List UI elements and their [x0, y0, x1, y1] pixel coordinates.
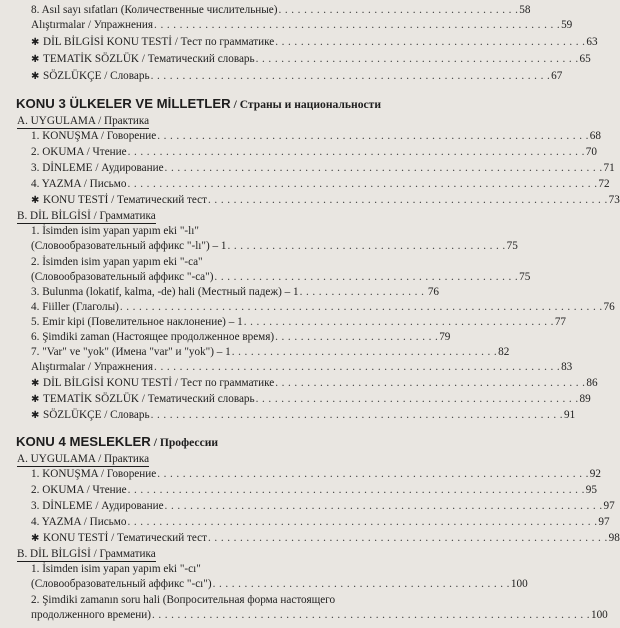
toc-entry[interactable]: (Словообразовательный аффикс "-cı") . . . . . . . . . . . . . . . . . . . . . . . . . . . . . . . . . . . . . . . . . . . . . . . 100 [31, 578, 528, 590]
chapter-title: KONU 4 MESLEKLER [16, 434, 151, 449]
toc-entry[interactable]: TEMATİK SÖZLÜK / Тематический словарь . . . . . . . . . . . . . . . . . . . . . . . . . . . . . . . . . . . . . . . . . . . . . . . . . . . 89 [43, 393, 591, 405]
toc-entry[interactable]: 1. İsimden isim yapan yapım eki "-lı" [31, 225, 199, 237]
toc-entry[interactable]: 4. Fiiller (Глаголы) . . . . . . . . . . . . . . . . . . . . . . . . . . . . . . . . . . . . . . . . . . . . . . . . . . . . . . . . . . . . . . . . . . . . . . . . . . . . 76 [31, 301, 615, 313]
toc-entry[interactable]: 7. "Var" ve "yok" (Имена "var" и "yok") – 1 . . . . . . . . . . . . . . . . . . . . . . . . . . . . . . . . . . . . . . . . . . 82 [31, 346, 510, 358]
toc-entry[interactable]: 5. Emir kipi (Повелительное наклонение) – 1 . . . . . . . . . . . . . . . . . . . . . . . . . . . . . . . . . . . . . . . . . . . . . . . . . 77 [31, 316, 566, 328]
chapter-heading [16, 95, 381, 113]
bullet-icon: ✱ [31, 394, 40, 405]
section-heading-grammar: B. DİL BİLGİSİ / Грамматика [17, 548, 156, 560]
section-heading-practice: A. UYGULAMA / Практика [17, 115, 150, 127]
toc-entry[interactable]: 3. DİNLEME / Аудирование . . . . . . . . . . . . . . . . . . . . . . . . . . . . . . . . . . . . . . . . . . . . . . . . . . . . . . . . . . . . . . . . . . . . . 97 [31, 500, 615, 512]
toc-entry[interactable]: 6. Şimdiki zaman (Настоящее продолженное время) . . . . . . . . . . . . . . . . . . . . . . . . . . 79 [31, 331, 451, 343]
chapter-title: KONU 3 ÜLKELER VE MİLLETLER [16, 96, 231, 111]
toc-entry[interactable]: SÖZLÜKÇE / Словарь . . . . . . . . . . . . . . . . . . . . . . . . . . . . . . . . . . . . . . . . . . . . . . . . . . . . . . . . . . . . . . . . . 91 [43, 409, 576, 421]
toc-entry[interactable]: KONU TESTİ / Тематический тест . . . . . . . . . . . . . . . . . . . . . . . . . . . . . . . . . . . . . . . . . . . . . . . . . . . . . . . . . . . . . . . 98 [43, 532, 620, 544]
toc-entry[interactable]: 3. DİNLEME / Аудирование . . . . . . . . . . . . . . . . . . . . . . . . . . . . . . . . . . . . . . . . . . . . . . . . . . . . . . . . . . . . . . . . . . . . . 71 [31, 162, 615, 174]
section-heading-practice: A. UYGULAMA / Практика [17, 453, 150, 465]
toc-entry[interactable]: TEMATİK SÖZLÜK / Тематический словарь . . . . . . . . . . . . . . . . . . . . . . . . . . . . . . . . . . . . . . . . . . . . . . . . . . . 65 [43, 53, 591, 65]
toc-entry[interactable]: продолженного времени) . . . . . . . . . . . . . . . . . . . . . . . . . . . . . . . . . . . . . . . . . . . . . . . . . . . . . . . . . . . . . . . . . . . . . 100 [31, 609, 608, 621]
toc-entry[interactable]: SÖZLÜKÇE / Словарь . . . . . . . . . . . . . . . . . . . . . . . . . . . . . . . . . . . . . . . . . . . . . . . . . . . . . . . . . . . . . . . 67 [43, 70, 563, 82]
toc-entry[interactable]: (Словообразовательный аффикс "-lı") – 1 . . . . . . . . . . . . . . . . . . . . . . . . . . . . . . . . . . . . . . . . . . . . 75 [31, 240, 518, 252]
bullet-icon: ✱ [31, 71, 40, 82]
toc-entry[interactable]: 4. YAZMA / Письмо . . . . . . . . . . . . . . . . . . . . . . . . . . . . . . . . . . . . . . . . . . . . . . . . . . . . . . . . . . . . . . . . . . . . . . . . . . 97 [31, 516, 610, 528]
toc-entry[interactable]: DİL BİLGİSİ KONU TESTİ / Тест по грамматике . . . . . . . . . . . . . . . . . . . . . . . . . . . . . . . . . . . . . . . . . . . . . . . . . 86 [43, 377, 598, 389]
bullet-icon: ✱ [31, 54, 40, 65]
bullet-icon: ✱ [31, 533, 40, 544]
toc-entry[interactable]: 1. İsimden isim yapan yapım eki "-cı" [31, 563, 201, 575]
chapter-subtitle: / Страны и национальности [230, 98, 382, 111]
bullet-icon: ✱ [31, 378, 40, 389]
toc-entry[interactable]: 2. OKUMA / Чтение . . . . . . . . . . . . . . . . . . . . . . . . . . . . . . . . . . . . . . . . . . . . . . . . . . . . . . . . . . . . . . . . . . . . . . . . 95 [31, 484, 597, 496]
bullet-icon: ✱ [31, 195, 40, 206]
section-heading-grammar: B. DİL BİLGİSİ / Грамматика [17, 210, 156, 222]
toc-entry[interactable]: 2. İsimden isim yapan yapım eki "-ca" [31, 256, 203, 268]
toc-entry[interactable]: (Словообразовательный аффикс "-ca") . . . . . . . . . . . . . . . . . . . . . . . . . . . . . . . . . . . . . . . . . . . . . . . . 75 [31, 271, 531, 283]
bullet-icon: ✱ [31, 410, 40, 421]
toc-entry[interactable]: 2. Şimdiki zamanın soru hali (Вопросительная форма настоящего [31, 594, 336, 606]
toc-entry[interactable]: Alıştırmalar / Упражнения . . . . . . . . . . . . . . . . . . . . . . . . . . . . . . . . . . . . . . . . . . . . . . . . . . . . . . . . . . . . . . . . 83 [31, 361, 573, 373]
toc-entry[interactable]: Alıştırmalar / Упражнения . . . . . . . . . . . . . . . . . . . . . . . . . . . . . . . . . . . . . . . . . . . . . . . . . . . . . . . . . . . . . . . . 59 [31, 19, 573, 31]
toc-entry[interactable]: KONU TESTİ / Тематический тест . . . . . . . . . . . . . . . . . . . . . . . . . . . . . . . . . . . . . . . . . . . . . . . . . . . . . . . . . . . . . . . 73 [43, 194, 620, 206]
toc-entry[interactable]: 1. KONUŞMA / Говорение . . . . . . . . . . . . . . . . . . . . . . . . . . . . . . . . . . . . . . . . . . . . . . . . . . . . . . . . . . . . . . . . . . . . 92 [31, 468, 601, 480]
toc-entry[interactable]: 1. KONUŞMA / Говорение . . . . . . . . . . . . . . . . . . . . . . . . . . . . . . . . . . . . . . . . . . . . . . . . . . . . . . . . . . . . . . . . . . . . 68 [31, 130, 601, 142]
chapter-subtitle: / Профессии [150, 436, 219, 449]
toc-entry[interactable]: 3. Bulunma (lokatif, kalma, -de) hali (Местный падеж) – 1 . . . . . . . . . . . . . . . . . . . . 76 [31, 286, 439, 298]
chapter-heading [16, 433, 218, 451]
toc-entry[interactable]: 8. Asıl sayı sıfatları (Количественные числительные) . . . . . . . . . . . . . . . . . . . . . . . . . . . . . . . . . . . . . . 58 [31, 4, 531, 16]
bullet-icon: ✱ [31, 37, 40, 48]
toc-entry[interactable]: 2. OKUMA / Чтение . . . . . . . . . . . . . . . . . . . . . . . . . . . . . . . . . . . . . . . . . . . . . . . . . . . . . . . . . . . . . . . . . . . . . . . . 70 [31, 146, 597, 158]
toc-entry[interactable]: 4. YAZMA / Письмо . . . . . . . . . . . . . . . . . . . . . . . . . . . . . . . . . . . . . . . . . . . . . . . . . . . . . . . . . . . . . . . . . . . . . . . . . . 72 [31, 178, 610, 190]
toc-entry[interactable]: DİL BİLGİSİ KONU TESTİ / Тест по грамматике . . . . . . . . . . . . . . . . . . . . . . . . . . . . . . . . . . . . . . . . . . . . . . . . . 63 [43, 36, 598, 48]
